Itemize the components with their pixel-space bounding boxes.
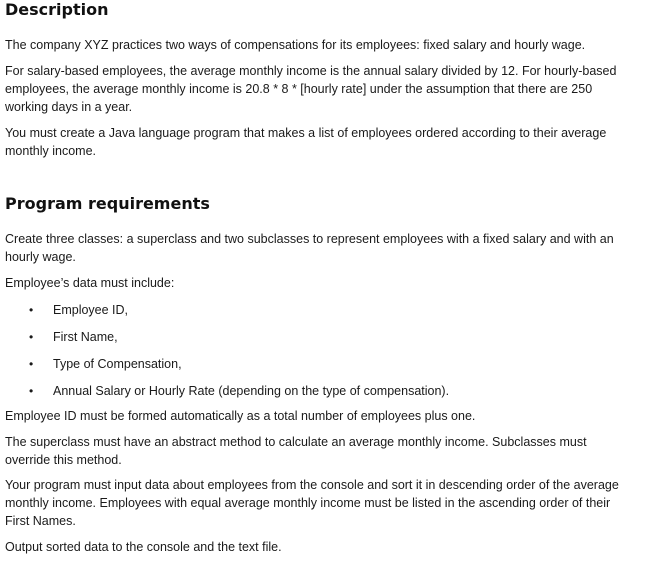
bullet-icon: • <box>29 330 34 344</box>
employee-fields-list <box>5 301 635 409</box>
list-item-label: Type of Compensation, <box>53 357 182 371</box>
requirements-paragraph-data-intro: Employee’s data must include: <box>5 276 175 290</box>
requirements-paragraph-employee-id: Employee ID must be formed automatically as a total number of employees plus one. <box>5 409 476 423</box>
requirements-paragraph-classes: Create three classes: a superclass and two subclasses to represent employees with a fixed salary and with an hourly wage. <box>5 232 614 264</box>
bullet-icon: • <box>29 303 34 317</box>
list-item <box>5 328 635 355</box>
list-item-label: First Name, <box>53 330 118 344</box>
description-paragraph-income: For salary-based employees, the average monthly income is the annual salary divided by 12. For hourly-based employees, the average monthly income is 20.8 * 8 * [hourly rate] under the assumption that there are 250 working days in a year. <box>5 64 617 114</box>
list-item <box>5 355 635 382</box>
description-paragraph-task: You must create a Java language program that makes a list of employees ordered according to their average monthly income. <box>5 126 607 158</box>
requirements-paragraph-sorting: Your program must input data about employees from the console and sort it in descending order of the average monthly income. Employees with equal average monthly income must be listed in the ascending order of their First Names. <box>5 478 619 528</box>
description-paragraph-intro: The company XYZ practices two ways of compensations for its employees: fixed salary and hourly wage. <box>5 38 586 52</box>
requirements-paragraph-abstract-method: The superclass must have an abstract method to calculate an average monthly income. Subclasses must override this method. <box>5 435 587 467</box>
list-item-label: Annual Salary or Hourly Rate (depending on the type of compensation). <box>53 384 450 398</box>
section-heading-description: Description <box>5 0 109 19</box>
list-item <box>5 301 635 328</box>
requirements-paragraph-output: Output sorted data to the console and the text file. <box>5 540 282 554</box>
list-item <box>5 382 635 409</box>
bullet-icon: • <box>29 357 34 371</box>
bullet-icon: • <box>29 384 34 398</box>
section-heading-program-requirements: Program requirements <box>5 194 210 213</box>
list-item-label: Employee ID, <box>53 303 129 317</box>
